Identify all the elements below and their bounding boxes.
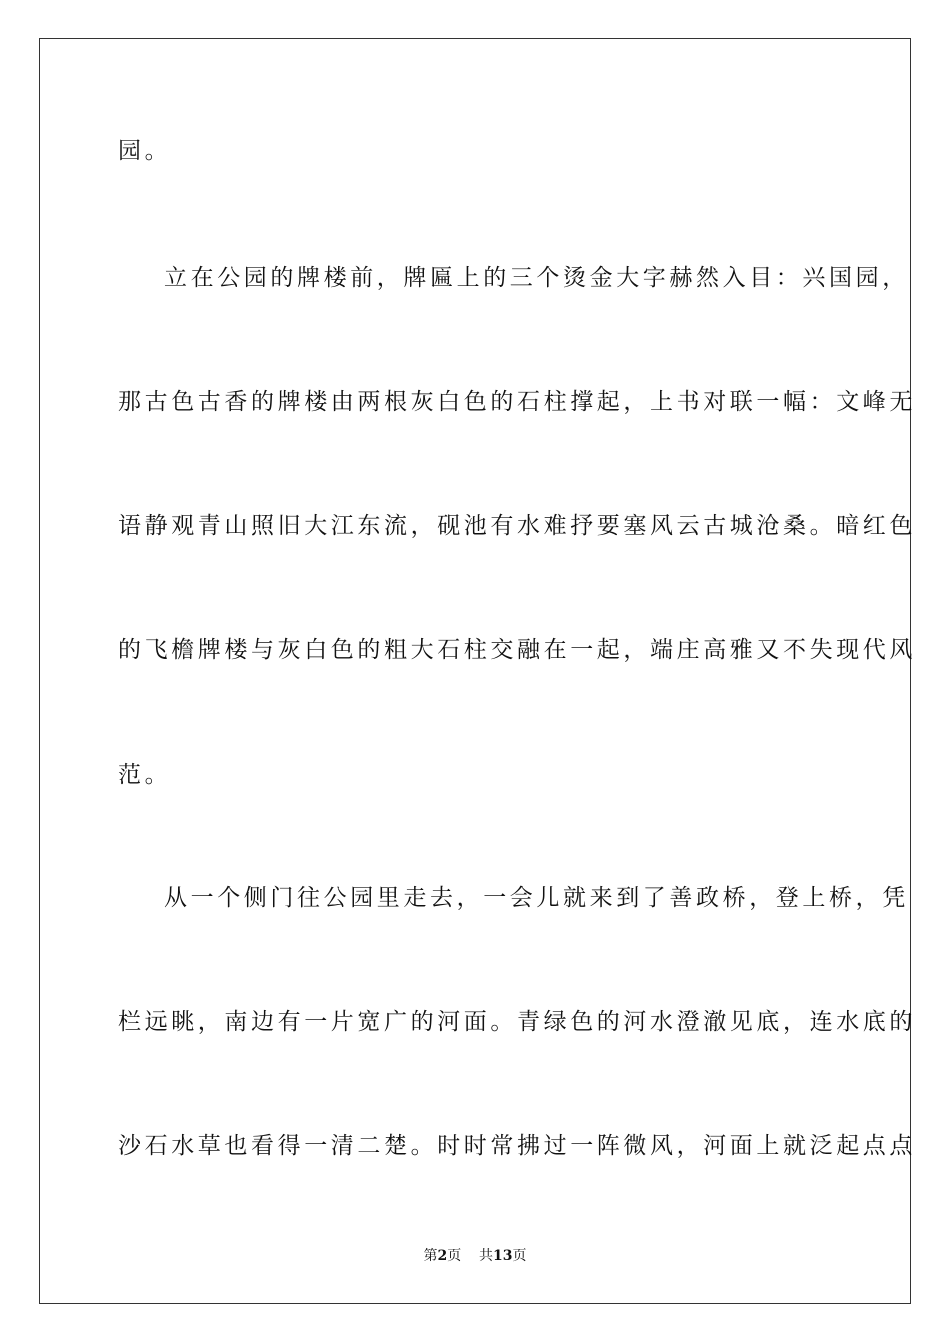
text-line-3: 那古色古香的牌楼由两根灰白色的石柱撑起，上书对联一幅：文峰无	[118, 389, 916, 415]
footer-page-number: 2	[437, 1248, 448, 1264]
text-line-2: 立在公园的牌楼前，牌匾上的三个烫金大字赫然入目：兴国园，	[164, 265, 909, 291]
page-footer	[0, 1247, 950, 1265]
footer-total-suffix: 页	[512, 1248, 527, 1264]
page-frame	[39, 38, 916, 1304]
text-line-1: 园。	[118, 138, 172, 164]
text-line-9: 沙石水草也看得一清二楚。时时常拂过一阵微风，河面上就泛起点点	[118, 1133, 916, 1159]
text-line-4: 语静观青山照旧大江东流，砚池有水难抒要塞风云古城沧桑。暗红色	[118, 513, 916, 539]
footer-total-pages: 13	[493, 1248, 513, 1264]
text-line-7: 从一个侧门往公园里走去，一会儿就来到了善政桥，登上桥，凭	[164, 885, 909, 911]
footer-page-prefix: 第	[423, 1248, 438, 1264]
text-line-8: 栏远眺，南边有一片宽广的河面。青绿色的河水澄澈见底，连水底的	[118, 1009, 916, 1035]
text-line-6: 范。	[118, 762, 172, 788]
text-line-5: 的飞檐牌楼与灰白色的粗大石柱交融在一起，端庄高雅又不失现代风	[118, 637, 916, 663]
footer-total-prefix: 共	[479, 1248, 494, 1264]
footer-page-suffix: 页	[447, 1248, 462, 1264]
